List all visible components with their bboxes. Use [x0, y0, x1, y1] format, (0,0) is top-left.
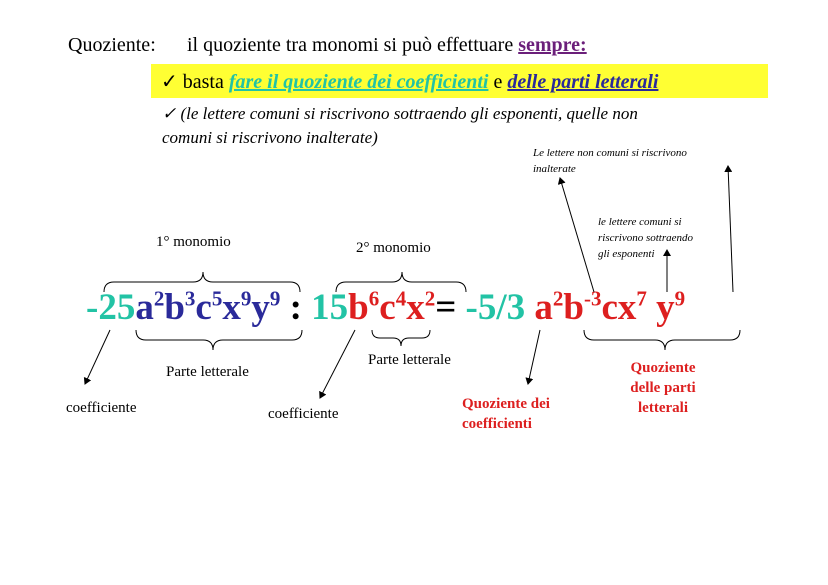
rule-part-coefficients: fare il quoziente dei coefficienti	[228, 71, 489, 93]
variable-base: b	[563, 287, 584, 328]
label-parte-letterale-2: Parte letterale	[368, 352, 451, 368]
variable-exponent: 9	[240, 286, 252, 311]
variable-base: a	[135, 287, 154, 328]
label-monomio-2: 2° monomio	[356, 240, 431, 256]
variable-base: y	[251, 287, 270, 328]
brace-monomio-2	[336, 272, 466, 292]
note-line-1: ✓ (le lettere comuni si riscrivono sottraendo gli esponenti, quelle non	[162, 104, 638, 123]
brace-quoziente-parti	[584, 330, 740, 350]
arrow-non-comuni-a	[560, 178, 594, 292]
variable-exponent: 4	[395, 286, 407, 311]
variable-exponent: 2	[552, 286, 564, 311]
label-parte-letterale-1: Parte letterale	[166, 364, 249, 380]
arrow-non-comuni-y	[728, 166, 733, 292]
variable-base: c	[195, 287, 212, 328]
brace-parte-letterale-1	[136, 330, 302, 350]
rule-conj: e	[493, 71, 503, 93]
note-line-2: comuni si riscrivono inalterate)	[162, 128, 378, 147]
rule-part-literals: delle parti letterali	[507, 71, 659, 93]
label-coefficiente-2: coefficiente	[268, 406, 339, 422]
monomial2-coefficient: 15	[311, 287, 349, 328]
arrow-quoziente-coeff	[528, 330, 540, 384]
brace-monomio-1	[104, 272, 300, 292]
rule-prefix: basta	[182, 71, 224, 93]
variable-base: c	[601, 287, 618, 328]
brace-parte-letterale-2	[372, 330, 430, 346]
variable-exponent: 5	[211, 286, 223, 311]
variable-base: x	[406, 287, 425, 328]
variable-base: b	[164, 287, 185, 328]
annotation-non-comuni: Le lettere non comuni si riscrivono inalterate	[533, 147, 687, 175]
variable-exponent: 3	[184, 286, 196, 311]
variable-base: y	[646, 287, 675, 328]
title-label: Quoziente:	[68, 34, 156, 56]
monomial1-coefficient: -25	[86, 287, 136, 328]
arrow-coefficiente-1	[85, 330, 110, 384]
arrow-coefficiente-2	[320, 330, 355, 398]
title-emphasis: sempre:	[518, 34, 587, 56]
variable-exponent: 7	[636, 286, 647, 311]
variable-base: b	[348, 287, 369, 328]
label-quoziente-coefficienti: Quoziente dei coefficienti	[462, 396, 550, 432]
result-coefficient: -5/3	[465, 287, 526, 328]
divide-sign: :	[280, 287, 312, 328]
variable-exponent: 9	[674, 286, 686, 311]
title-text: il quoziente tra monomi si può effettuare	[187, 34, 514, 56]
variable-base: a	[534, 287, 553, 328]
variable-exponent: 2	[424, 286, 436, 311]
variable-base: x	[617, 287, 637, 328]
label-coefficiente-1: coefficiente	[66, 400, 137, 416]
variable-exponent: -3	[583, 286, 602, 311]
variable-exponent: 2	[153, 286, 165, 311]
variable-base: x	[222, 287, 241, 328]
check-icon: ✓	[161, 71, 178, 93]
equals-sign: =	[435, 287, 466, 328]
variable-base: c	[379, 287, 396, 328]
variable-exponent: 6	[368, 286, 380, 311]
label-quoziente-parti: Quoziente delle parti letterali	[630, 360, 696, 416]
label-monomio-1: 1° monomio	[156, 234, 231, 250]
variable-exponent: 9	[269, 286, 281, 311]
annotation-comuni: le lettere comuni si riscrivono sottraendo gli esponenti	[598, 216, 694, 260]
